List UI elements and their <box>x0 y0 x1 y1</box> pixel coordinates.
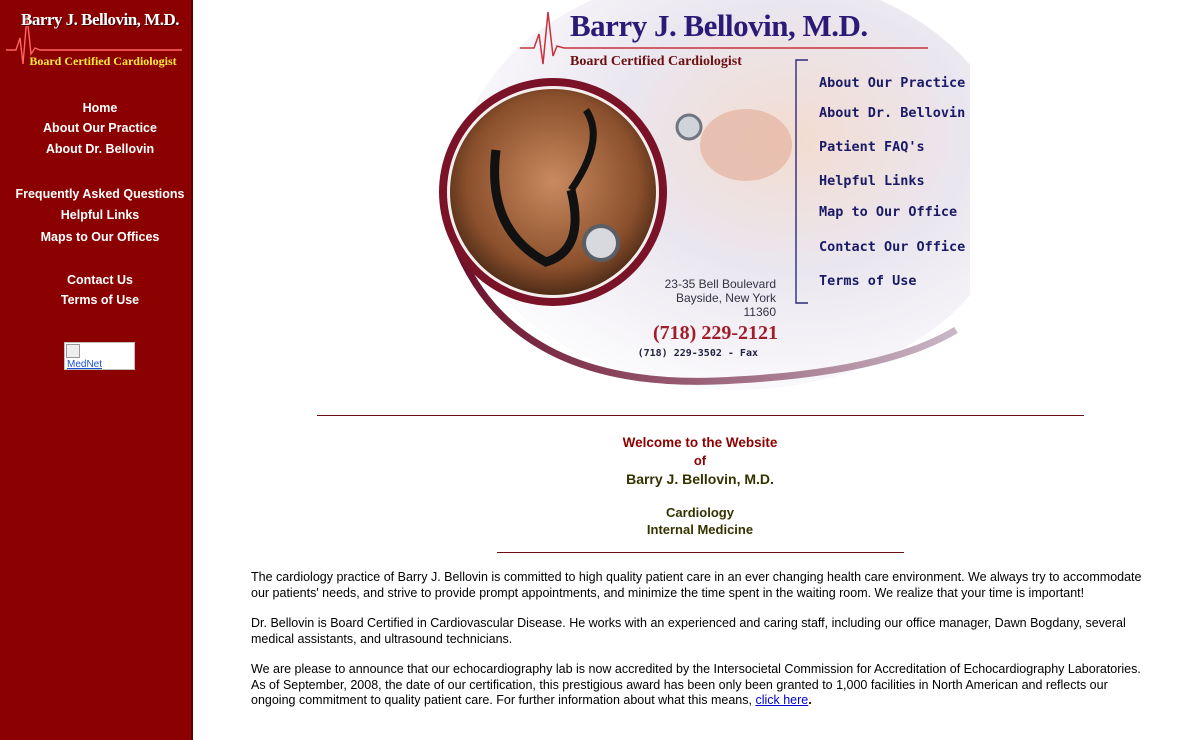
header-link-terms[interactable]: Terms of Use <box>819 273 917 289</box>
mednet-badge[interactable] <box>64 342 135 370</box>
specialty-internal-medicine: Internal Medicine <box>646 522 754 537</box>
sidebar <box>0 0 193 740</box>
sidebar-logo-name: Barry J. Bellovin, M.D. <box>20 10 179 29</box>
header-subtitle: Board Certified Cardiologist <box>570 54 742 69</box>
sidebar-logo-tagline: Board Certified Cardiologist <box>29 54 177 68</box>
specialty-cardiology: Cardiology <box>666 505 734 520</box>
header-link-about-doctor[interactable]: About Dr. Bellovin <box>819 105 966 121</box>
accreditation-paragraph <box>251 662 1151 709</box>
accreditation-period: . <box>808 693 812 707</box>
address-line-2: Bayside, New York <box>675 291 776 305</box>
welcome-block <box>300 434 1100 538</box>
mednet-badge-alt: MedNet <box>67 359 103 370</box>
address-line-1: 23-35 Bell Boulevard <box>664 277 776 291</box>
sidebar-link-contact[interactable]: Contact Us <box>67 273 133 287</box>
divider-bottom <box>497 552 904 553</box>
divider-top <box>317 415 1084 416</box>
sidebar-link-maps[interactable]: Maps to Our Offices <box>40 230 160 244</box>
intro-paragraph: The cardiology practice of Barry J. Bellovin is committed to high quality patient care in an ever changing health care environment. We always try to accommodate our patients' needs, and strive to provide prompt appointments, and minimize the time spent in the waiting room. We realize that your time is important! <box>251 570 1142 600</box>
header-link-about-practice[interactable]: About Our Practice <box>819 75 966 91</box>
fax-number: (718) 229-3502 - Fax <box>637 348 758 359</box>
sidebar-link-faq[interactable]: Frequently Asked Questions <box>15 187 185 201</box>
welcome-line-2: of <box>693 453 707 468</box>
welcome-line-3: Barry J. Bellovin, M.D. <box>626 471 774 487</box>
click-here-link[interactable]: click here <box>755 693 809 707</box>
welcome-line-1: Welcome to the Website <box>622 435 778 450</box>
staff-paragraph: Dr. Bellovin is Board Certified in Cardiovascular Disease. He works with an experienced and caring staff, including our office manager, Dawn Bogdany, several medical assistants, and ultrasound technicians. <box>251 616 1126 646</box>
sidebar-link-about-doctor[interactable]: About Dr. Bellovin <box>45 142 155 156</box>
broken-image-icon <box>66 344 80 358</box>
accreditation-text: We are please to announce that our echocardiography lab is now accredited by the Intersocietal Commission for Accreditation of Echocardiography Laboratories. As of September, 2008, the date of our certification, this prestigious award has been only been granted to 1,000 facilities in North American and reflects our ongoing commitment to quality patient care. For further information about what this means, <box>251 662 1141 707</box>
main-content <box>251 570 1151 724</box>
header-link-map[interactable]: Map to Our Office <box>819 204 958 220</box>
phone-number: (718) 229-2121 <box>653 322 778 344</box>
sidebar-link-home[interactable]: Home <box>82 101 118 115</box>
header-link-contact[interactable]: Contact Our Office <box>819 239 966 255</box>
header-link-helpful-links[interactable]: Helpful Links <box>819 173 925 189</box>
sidebar-link-about-practice[interactable]: About Our Practice <box>43 121 157 135</box>
sidebar-link-helpful-links[interactable]: Helpful Links <box>60 208 140 222</box>
header-title: Barry J. Bellovin, M.D. <box>570 8 868 43</box>
address-line-3: 11360 <box>743 305 776 319</box>
header-link-faq[interactable]: Patient FAQ's <box>819 139 925 155</box>
sidebar-link-terms[interactable]: Terms of Use <box>60 293 140 307</box>
